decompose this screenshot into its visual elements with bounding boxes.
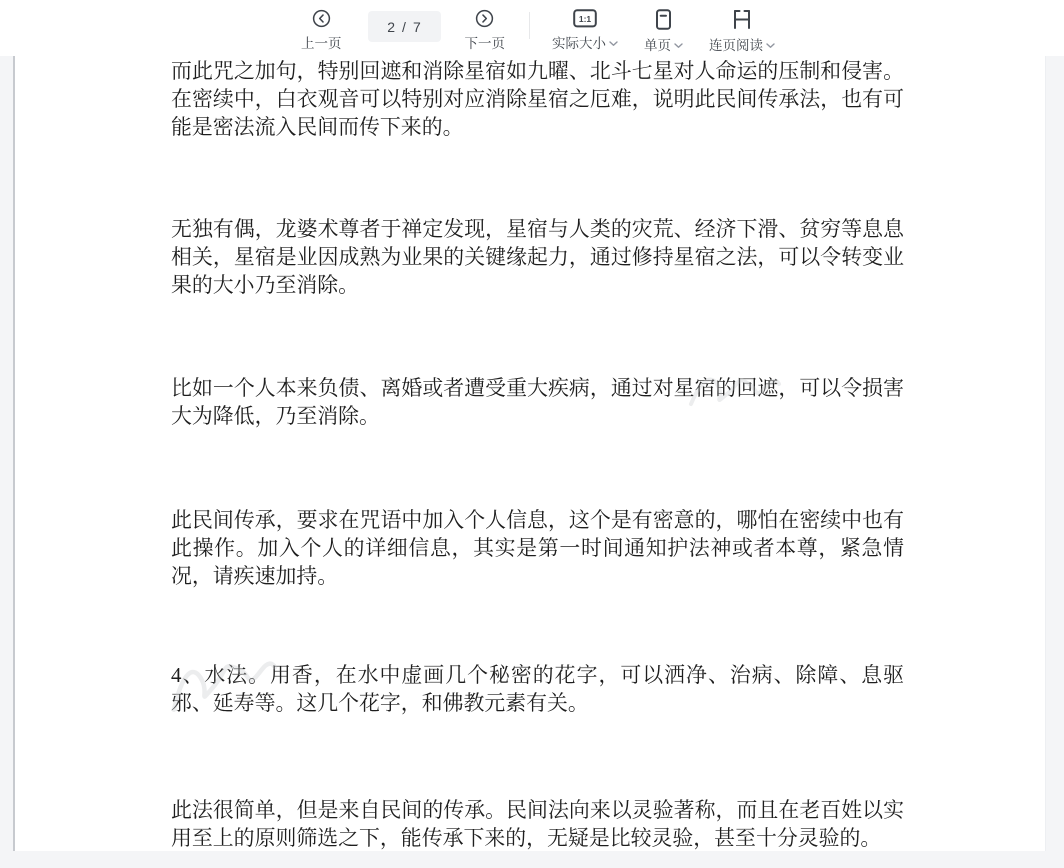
paragraph: 而此咒之加句，特别回遮和消除星宿如九曜、北斗七星对人命运的压制和侵害。在密续中，白衣观音可以特别对应消除星宿之厄难，说明此民间传承法，也有可能是密法流入民间而传下来的。	[171, 59, 904, 139]
continuous-reading-button[interactable]	[709, 0, 775, 53]
toolbar-divider	[529, 12, 530, 39]
previous-page-label: 上一页	[301, 36, 342, 51]
continuous-reading-label: 连页阅读	[709, 38, 763, 53]
chevron-down-icon	[766, 43, 775, 49]
chevron-down-icon	[674, 43, 683, 49]
chevron-down-icon	[609, 41, 618, 47]
actual-size-button[interactable]	[552, 0, 618, 51]
circle-chevron-right-icon	[475, 9, 494, 33]
next-page-button[interactable]	[465, 0, 506, 51]
paragraph: 无独有偶，龙婆术尊者于禅定发现，星宿与人类的灾荒、经济下滑、贫穷等息息相关，星宿是业因成熟为业果的关键缘起力，通过修持星宿之法，可以令转变业果的大小乃至消除。	[171, 217, 904, 297]
page-total: 7	[412, 18, 421, 35]
svg-text:1:1: 1:1	[578, 14, 592, 24]
circle-chevron-left-icon	[312, 9, 331, 33]
paragraph: 比如一个人本来负债、离婚或者遭受重大疾病，通过对星宿的回遮，可以令损害大为降低，乃至消除。	[171, 376, 904, 428]
previous-page-button[interactable]	[301, 0, 342, 51]
next-page-label: 下一页	[464, 36, 505, 51]
single-page-icon	[654, 9, 673, 35]
document-viewer-area[interactable]	[0, 56, 1064, 868]
actual-size-label: 实际大小	[552, 36, 606, 51]
viewer-toolbar	[0, 0, 1064, 56]
paragraph: 此民间传承，要求在咒语中加入个人信息，这个是有密意的，哪怕在密续中也有此操作。加入个人的详细信息，其实是第一时间通知护法神或者本尊，紧急情况，请疾速加持。	[171, 508, 904, 588]
paragraph: 4、水法。用香，在水中虚画几个秘密的花字，可以洒净、治病、除障、息驱邪、延寿等。这几个花字，和佛教元素有关。	[171, 663, 904, 715]
page-current: 2	[387, 18, 396, 35]
one-to-one-icon	[573, 9, 597, 33]
page-number-input[interactable]	[368, 11, 441, 42]
linked-pages-icon	[730, 9, 754, 35]
toolbar-controls	[301, 0, 775, 53]
single-page-button[interactable]	[644, 0, 683, 53]
paragraph: 此法很简单，但是来自民间的传承。民间法向来以灵验著称，而且在老百姓以实用至上的原则筛选之下，能传承下来的，无疑是比较灵验，甚至十分灵验的。	[171, 798, 904, 850]
page-separator: /	[402, 18, 406, 35]
single-page-label: 单页	[644, 38, 671, 53]
document-page	[13, 56, 1046, 851]
